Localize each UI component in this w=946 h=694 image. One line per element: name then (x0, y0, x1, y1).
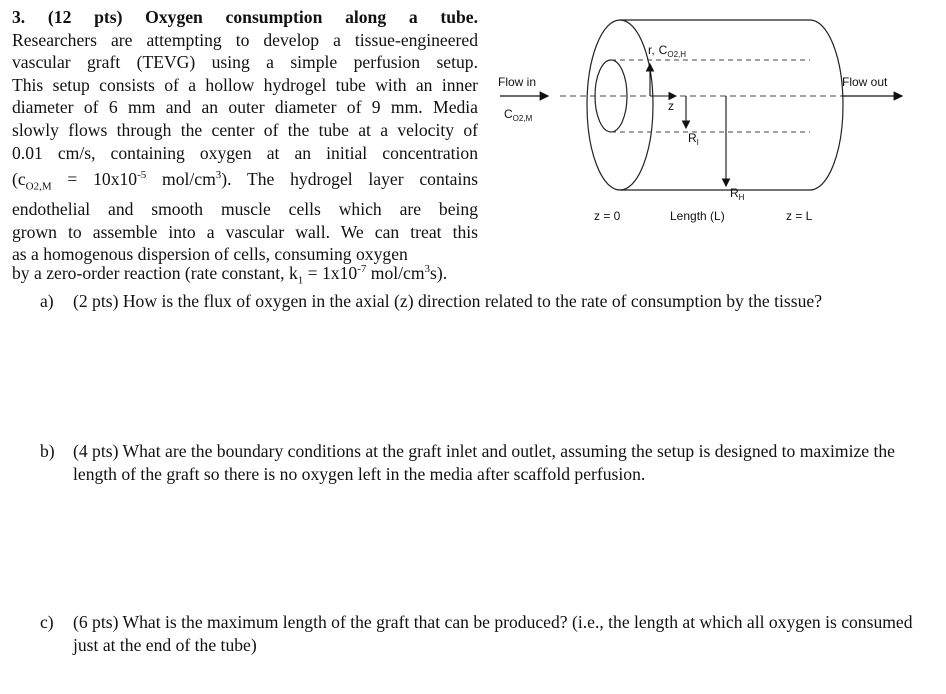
tube-inlet-outer-ellipse (587, 20, 653, 190)
r-outer-main: R (730, 186, 739, 200)
intro-line: as a homogenous dispersion of cells, consuming oxygen (12, 244, 408, 265)
c-inlet-sub: O2,M (512, 114, 533, 123)
problem-points: (12 pts) (47, 7, 123, 27)
r-cOH-label (648, 43, 686, 59)
intro-line: grown to assemble into a vascular wall. We can treat this (12, 221, 478, 242)
r-inner-main: R (688, 131, 697, 145)
problem-intro (12, 6, 478, 266)
inlet-concentration-label (504, 107, 533, 123)
problem-title: Oxygen consumption along a tube. (145, 7, 478, 27)
problem-number: 3. (12, 7, 26, 27)
conc-post: ). The hydrogel layer contains (221, 169, 478, 190)
rate-pre: by a zero-order reaction (rate constant, k (12, 263, 298, 283)
tube-diagram (490, 10, 940, 250)
flow-in-label: Flow in (498, 75, 537, 89)
conc-pre: (c (12, 169, 26, 190)
r-inner-sub: I (696, 138, 699, 147)
question-text: (2 pts) How is the flux of oxygen in the axial (z) direction related to the rate of consumption by the tissue? (73, 291, 822, 311)
rate-constant-line (12, 263, 447, 287)
outer-radius-label (730, 186, 745, 202)
flow-out-label: Flow out (842, 75, 888, 89)
intro-line: endothelial and smooth muscle cells which are being (12, 199, 478, 220)
tube-outlet-ellipse (810, 20, 843, 190)
r-outer-sub: H (738, 193, 745, 202)
rate-post: s). (430, 263, 448, 283)
rate-sub: 1 (297, 274, 304, 287)
c-h-main: C (658, 43, 668, 57)
conc-unit-exp: 3 (215, 169, 222, 182)
rate-unit-exp: 3 (424, 263, 431, 276)
intro-line: 0.01 cm/s, containing oxygen at an initial concentration (12, 142, 478, 163)
rate-exp: -7 (357, 263, 367, 276)
r-label: r, (648, 43, 655, 57)
conc-sub: O2,M (25, 180, 52, 193)
c-inlet-main: C (504, 107, 513, 121)
rate-unit: mol/cm (366, 263, 425, 283)
rate-mid: = 1x10 (303, 263, 358, 283)
conc-exp: -5 (137, 169, 147, 182)
intro-line: Researchers are attempting to develop a tissue-engineered (12, 29, 478, 50)
conc-unit: mol/cm (146, 169, 216, 190)
z-zero-label: z = 0 (594, 209, 621, 223)
question-label: c) (40, 612, 54, 632)
intro-line: diameter of 6 mm and an outer diameter of 9 mm. Media (12, 97, 478, 118)
c-h-sub: O2,H (667, 50, 687, 59)
length-label: Length (L) (670, 209, 725, 223)
question-text: (4 pts) What are the boundary conditions at the graft inlet and outlet, assuming the setup is designed to maximize the length of the graft so there is no oxygen left in the media after scaffold perfusion. (73, 441, 895, 484)
question-label: b) (40, 441, 55, 461)
z-L-label: z = L (786, 209, 813, 223)
intro-line: This setup consists of a hollow hydrogel tube with an inner (12, 74, 478, 95)
concentration-line (12, 164, 478, 198)
question-text: (6 pts) What is the maximum length of the graft that can be produced? (i.e., the length at which all oxygen is consumed just at the end of the tube) (73, 612, 913, 655)
inner-radius-label (688, 131, 699, 147)
intro-line: vascular graft (TEVG) using a simple perfusion setup. (12, 52, 478, 73)
question-label: a) (40, 291, 54, 311)
z-axis-label: z (668, 99, 674, 113)
problem-title-line (12, 6, 478, 29)
conc-mid: = 10x10 (51, 169, 138, 190)
intro-line: slowly flows through the center of the tube at a velocity of (12, 119, 478, 140)
